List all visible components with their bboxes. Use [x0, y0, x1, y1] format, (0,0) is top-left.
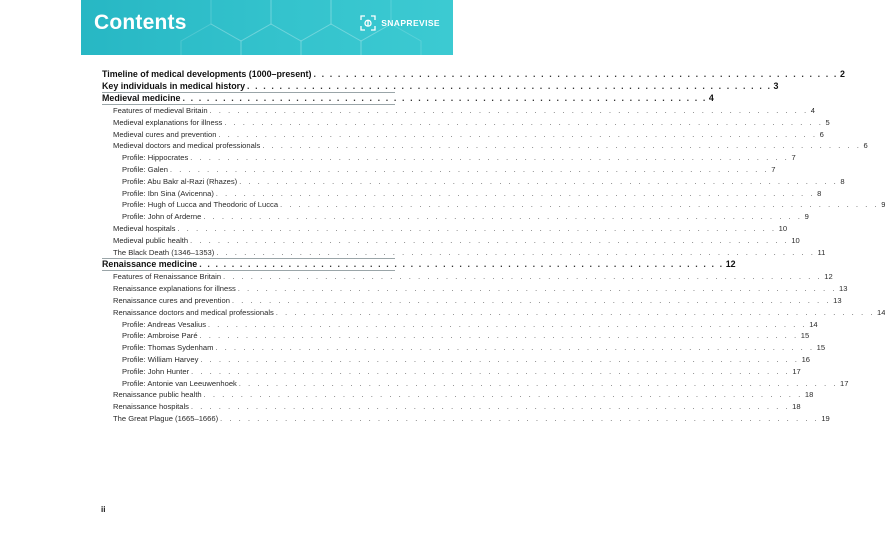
- contents-header-banner: [81, 0, 453, 55]
- toc-entry[interactable]: [102, 247, 826, 259]
- toc-entry[interactable]: [102, 117, 830, 129]
- toc-page-number: 3: [773, 81, 779, 91]
- toc-subentry[interactable]: [102, 211, 809, 223]
- toc-subentry[interactable]: [102, 199, 885, 211]
- toc-page-number: 9: [804, 212, 809, 222]
- dot-leader: . . . . . . . . . . . . . . . . . . . . . . . . . . . . . . . . . . . . . . . . . . . . . . . . . . . . . . . . . . . . . . . . .: [199, 259, 724, 270]
- toc-subentry[interactable]: [102, 366, 801, 378]
- dot-leader: . . . . . . . . . . . . . . . . . . . . . . . . . . . . . . . . . . . . . . . . . . . . . . . . . . . . . . . . . . . . . . . . .: [199, 333, 799, 341]
- toc-entry[interactable]: [102, 401, 801, 413]
- toc-page-number: 12: [725, 259, 736, 270]
- toc-entry[interactable]: [102, 129, 824, 141]
- toc-entry[interactable]: [102, 235, 800, 247]
- toc-page-number: 4: [708, 93, 714, 103]
- toc-page-number: 12: [824, 272, 833, 282]
- toc-entry-title: Renaissance hospitals: [113, 402, 189, 412]
- toc-section-entry[interactable]: [102, 80, 779, 92]
- table-of-contents: [102, 68, 885, 425]
- brand-logo: [360, 15, 440, 31]
- dot-leader: . . . . . . . . . . . . . . . . . . . . . . . . . . . . . . . . . . . . . . . . . . . . . . . . . . . . . . . . . . . . . . . . .: [203, 392, 803, 400]
- toc-page-number: 14: [809, 319, 818, 329]
- dot-leader: . . . . . . . . . . . . . . . . . . . . . . . . . . . . . . . . . . . . . . . . . . . . . . . . . . . . . . . . . . . . . . . . .: [247, 81, 772, 91]
- dot-leader: . . . . . . . . . . . . . . . . . . . . . . . . . . . . . . . . . . . . . . . . . . . . . . . . . . . . . . . . . . . . . . . . .: [231, 297, 832, 305]
- page-number: ii: [101, 505, 106, 514]
- dot-leader: . . . . . . . . . . . . . . . . . . . . . . . . . . . . . . . . . . . . . . . . . . . . . . . . . . . . . . . . . . . . . . . . .: [239, 178, 839, 186]
- toc-entry-title: Profile: Abu Bakr al-Razi (Rhazes): [122, 176, 238, 186]
- toc-entry-title: Medieval explanations for illness: [113, 117, 223, 127]
- toc-entry[interactable]: [102, 271, 833, 283]
- dot-leader: . . . . . . . . . . . . . . . . . . . . . . . . . . . . . . . . . . . . . . . . . . . . . . . . . . . . . . . . . . . . . . . . .: [216, 249, 816, 257]
- toc-entry[interactable]: [102, 283, 848, 295]
- toc-entry-title: Features of Renaissance Britain: [113, 272, 222, 282]
- toc-entry-title: Profile: John Hunter: [122, 366, 190, 376]
- toc-subentry[interactable]: [102, 330, 810, 342]
- dot-leader: . . . . . . . . . . . . . . . . . . . . . . . . . . . . . . . . . . . . . . . . . . . . . . . . . . . . . . . . . . . . . . . . .: [203, 214, 803, 222]
- dot-leader: . . . . . . . . . . . . . . . . . . . . . . . . . . . . . . . . . . . . . . . . . . . . . . . . . . . . . . . . . . . . . . . . .: [177, 225, 777, 233]
- toc-entry-title: Profile: Antonie van Leeuwenhoek: [122, 378, 237, 388]
- dot-leader: . . . . . . . . . . . . . . . . . . . . . . . . . . . . . . . . . . . . . . . . . . . . . . . . . . . . . . . . . . . . . . . . .: [215, 345, 815, 353]
- toc-section-entry[interactable]: [102, 68, 845, 80]
- toc-subentry[interactable]: [102, 354, 811, 366]
- toc-subentry[interactable]: [102, 152, 796, 164]
- toc-entry-title: Medieval public health: [113, 235, 189, 245]
- toc-entry[interactable]: [102, 295, 842, 307]
- dot-leader: . . . . . . . . . . . . . . . . . . . . . . . . . . . . . . . . . . . . . . . . . . . . . . . . . . . . . . . . . . . . . . . . .: [262, 143, 862, 151]
- toc-entry-title: Profile: John of Arderne: [122, 212, 202, 222]
- toc-entry-title: Medieval cures and prevention: [113, 129, 217, 139]
- toc-entry-title: Profile: Ibn Sina (Avicenna): [122, 188, 214, 198]
- toc-page-number: 10: [791, 235, 800, 245]
- toc-entry-title: Medieval medicine: [102, 93, 181, 103]
- toc-entry[interactable]: [102, 223, 788, 235]
- toc-entry-title: Profile: Ambroise Paré: [122, 331, 198, 341]
- toc-entry-title: Profile: Andreas Vesalius: [122, 319, 207, 329]
- toc-page-number: 15: [816, 343, 826, 353]
- brain-scan-icon: [360, 15, 376, 31]
- toc-entry[interactable]: [102, 307, 885, 319]
- toc-page-number: 4: [810, 106, 815, 115]
- toc-page-number: 7: [791, 153, 796, 163]
- toc-page-number: 8: [840, 176, 845, 186]
- toc-entry-title: Renaissance doctors and medical professionals: [113, 307, 274, 317]
- toc-entry-title: Features of medieval Britain: [113, 106, 208, 115]
- toc-page-number: 2: [839, 69, 845, 79]
- toc-page-number: 6: [863, 141, 868, 151]
- toc-page-number: 18: [804, 390, 814, 400]
- dot-leader: . . . . . . . . . . . . . . . . . . . . . . . . . . . . . . . . . . . . . . . . . . . . . . . . . . . . . . . . . . . . . . . . .: [200, 356, 800, 364]
- dot-leader: . . . . . . . . . . . . . . . . . . . . . . . . . . . . . . . . . . . . . . . . . . . . . . . . . . . . . . . . . . . . . . . . .: [190, 404, 791, 412]
- toc-page-number: 7: [771, 164, 776, 174]
- toc-entry-title: Profile: Galen: [122, 164, 169, 174]
- toc-entry-title: Medieval doctors and medical professionals: [113, 141, 261, 151]
- toc-entry-title: Profile: Hippocrates: [122, 153, 189, 163]
- toc-page-number: 9: [881, 200, 885, 210]
- toc-page-number: 13: [833, 295, 842, 305]
- toc-page-number: 11: [817, 247, 826, 257]
- brand-name: SNAPREVISE: [381, 18, 440, 28]
- dot-leader: . . . . . . . . . . . . . . . . . . . . . . . . . . . . . . . . . . . . . . . . . . . . . . . . . . . . . . . . . . . . . . . . .: [237, 286, 838, 294]
- toc-page-number: 13: [839, 284, 848, 294]
- toc-subentry[interactable]: [102, 164, 776, 176]
- toc-page-number: 17: [792, 366, 801, 376]
- dot-leader: . . . . . . . . . . . . . . . . . . . . . . . . . . . . . . . . . . . . . . . . . . . . . . . . . . . . . . . . . . . . . . . . .: [223, 274, 823, 282]
- toc-entry[interactable]: [102, 413, 830, 425]
- dot-leader: . . . . . . . . . . . . . . . . . . . . . . . . . . . . . . . . . . . . . . . . . . . . . . . . . . . . . . . . . . . . . . . . .: [224, 119, 824, 127]
- toc-entry-title: The Black Death (1346–1353): [113, 247, 215, 257]
- page-title: Contents: [94, 11, 187, 34]
- toc-entry-title: Renaissance public health: [113, 390, 202, 400]
- dot-leader: . . . . . . . . . . . . . . . . . . . . . . . . . . . . . . . . . . . . . . . . . . . . . . . . . . . . . . . . . . . . . . . . .: [208, 321, 808, 329]
- toc-entry-title: Profile: Hugh of Lucca and Theodoric of Lucca: [122, 200, 279, 210]
- toc-entry-title: Profile: Thomas Sydenham: [122, 343, 214, 353]
- toc-page-number: 16: [801, 354, 811, 364]
- toc-entry-title: Renaissance medicine: [102, 259, 198, 270]
- toc-subentry[interactable]: [102, 188, 822, 200]
- toc-page-number: 18: [792, 402, 801, 412]
- dot-leader: . . . . . . . . . . . . . . . . . . . . . . . . . . . . . . . . . . . . . . . . . . . . . . . . . . . . . . . . . . . . . . . . .: [275, 309, 876, 317]
- toc-entry-title: Profile: William Harvey: [122, 354, 199, 364]
- toc-page-number: 5: [825, 117, 830, 127]
- toc-section-entry[interactable]: [102, 258, 736, 271]
- toc-subentry[interactable]: [102, 378, 849, 390]
- toc-entry-title: The Great Plague (1665–1666): [113, 413, 219, 423]
- toc-section-entry[interactable]: [102, 92, 714, 105]
- dot-leader: . . . . . . . . . . . . . . . . . . . . . . . . . . . . . . . . . . . . . . . . . . . . . . . . . . . . . . . . . . . . . . . . .: [313, 69, 838, 79]
- dot-leader: . . . . . . . . . . . . . . . . . . . . . . . . . . . . . . . . . . . . . . . . . . . . . . . . . . . . . . . . . . . . . . . . .: [190, 155, 790, 163]
- toc-entry-title: Renaissance cures and prevention: [113, 295, 230, 305]
- toc-subentry[interactable]: [102, 342, 826, 354]
- dot-leader: . . . . . . . . . . . . . . . . . . . . . . . . . . . . . . . . . . . . . . . . . . . . . . . . . . . . . . . . . . . . . . . . .: [215, 190, 816, 198]
- dot-leader: . . . . . . . . . . . . . . . . . . . . . . . . . . . . . . . . . . . . . . . . . . . . . . . . . . . . . . . . . . . . . . . . .: [182, 93, 707, 103]
- toc-page-number: 19: [821, 413, 830, 423]
- toc-entry-title: Renaissance explanations for illness: [113, 284, 236, 294]
- toc-page-number: 14: [877, 307, 885, 317]
- dot-leader: . . . . . . . . . . . . . . . . . . . . . . . . . . . . . . . . . . . . . . . . . . . . . . . . . . . . . . . . . . . . . . . . .: [190, 237, 790, 245]
- toc-page-number: 8: [817, 188, 822, 198]
- toc-entry-title: Medieval hospitals: [113, 223, 176, 233]
- toc-subentry[interactable]: [102, 176, 845, 188]
- toc-entry-title: Timeline of medical developments (1000–present): [102, 69, 312, 79]
- dot-leader: . . . . . . . . . . . . . . . . . . . . . . . . . . . . . . . . . . . . . . . . . . . . . . . . . . . . . . . . . . . . . . . . .: [280, 202, 880, 210]
- dot-leader: . . . . . . . . . . . . . . . . . . . . . . . . . . . . . . . . . . . . . . . . . . . . . . . . . . . . . . . . . . . . . . . . .: [218, 131, 818, 139]
- toc-entry[interactable]: [102, 140, 868, 152]
- toc-entry-title: Key individuals in medical history: [102, 81, 246, 91]
- dot-leader: . . . . . . . . . . . . . . . . . . . . . . . . . . . . . . . . . . . . . . . . . . . . . . . . . . . . . . . . . . . . . . . . .: [170, 166, 770, 174]
- dot-leader: . . . . . . . . . . . . . . . . . . . . . . . . . . . . . . . . . . . . . . . . . . . . . . . . . . . . . . . . . . . . . . . . .: [191, 368, 791, 376]
- toc-page-number: 6: [819, 129, 824, 139]
- dot-leader: . . . . . . . . . . . . . . . . . . . . . . . . . . . . . . . . . . . . . . . . . . . . . . . . . . . . . . . . . . . . . . . . .: [238, 380, 839, 388]
- toc-page-number: 17: [840, 378, 849, 388]
- toc-entry[interactable]: [102, 389, 814, 401]
- toc-subentry[interactable]: [102, 319, 818, 331]
- toc-entry[interactable]: [102, 105, 815, 117]
- dot-leader: . . . . . . . . . . . . . . . . . . . . . . . . . . . . . . . . . . . . . . . . . . . . . . . . . . . . . . . . . . . . . . . . .: [209, 108, 809, 115]
- toc-page-number: 10: [778, 223, 788, 233]
- toc-page-number: 15: [800, 331, 810, 341]
- dot-leader: . . . . . . . . . . . . . . . . . . . . . . . . . . . . . . . . . . . . . . . . . . . . . . . . . . . . . . . . . . . . . . . . .: [220, 415, 820, 423]
